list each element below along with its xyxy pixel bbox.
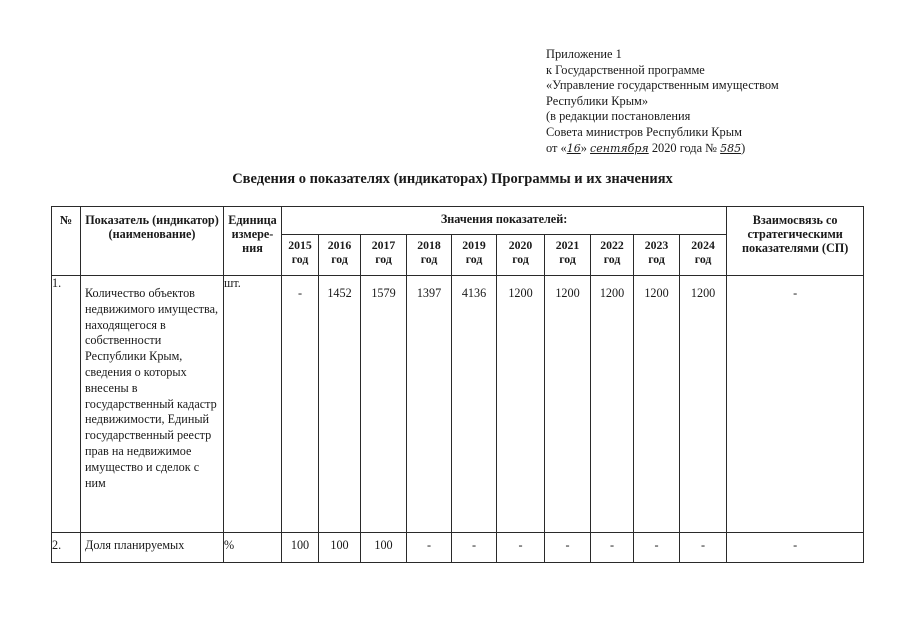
row-value: 1200 [680, 276, 727, 533]
header-values: Значения показателей: [282, 207, 727, 235]
document-title: Сведения о показателях (индикаторах) Программы и их значениях [232, 171, 673, 187]
header-year: 2021 год [545, 235, 591, 276]
appendix-line: к Государственной программе [546, 62, 705, 77]
row-value: 1200 [545, 276, 591, 533]
appendix-line: Совета министров Республики Крым [546, 124, 742, 139]
row-unit: шт. [224, 276, 282, 533]
row-value: 1200 [591, 276, 634, 533]
row-value: - [680, 533, 727, 563]
row-value: - [591, 533, 634, 563]
appendix-line: Приложение 1 [546, 47, 622, 61]
row-value: - [407, 533, 452, 563]
date-day-close: » [580, 140, 591, 155]
header-year: 2018 год [407, 235, 452, 276]
row-strategic-link: - [727, 533, 864, 563]
table-row [52, 276, 864, 533]
table-row [52, 533, 864, 563]
row-strategic-link: - [727, 276, 864, 533]
header-year: 2019 год [452, 235, 497, 276]
row-value: 1200 [634, 276, 680, 533]
header-unit: Единица измере-ния [224, 207, 282, 276]
appendix-block [546, 47, 779, 156]
header-year: 2016 год [319, 235, 361, 276]
header-year: 2024 год [680, 235, 727, 276]
row-indicator: Количество объектов недвижимого имущества, находящегося в собственности Республики Крым, сведения о которых внесены в государственный кадастр недвижимости, Единый государственный реестр прав на недвижимое имущество и сделок с ним [81, 276, 224, 533]
row-indicator: Доля планируемых [81, 533, 224, 563]
header-year: 2015 год [282, 235, 319, 276]
row-value: - [452, 533, 497, 563]
header-number: № [52, 207, 81, 276]
indicators-table [51, 206, 864, 563]
appendix-line: (в редакции постановления [546, 109, 691, 124]
header-indicator: Показатель (индикатор) (наименование) [81, 207, 224, 276]
appendix-line: «Управление государственным имуществом [546, 78, 779, 93]
row-value: - [634, 533, 680, 563]
appendix-line: Республики Крым» [546, 93, 649, 108]
header-year: 2023 год [634, 235, 680, 276]
row-value: 4136 [452, 276, 497, 533]
row-value: 1452 [319, 276, 361, 533]
date-year: 2020 года № [648, 140, 721, 155]
handwritten-month: сентября [590, 141, 649, 155]
row-value: 1200 [497, 276, 545, 533]
header-strategic-link: Взаимосвязь со стратегическими показателями (СП) [727, 207, 864, 276]
date-prefix: от « [546, 140, 567, 155]
row-value: 1579 [361, 276, 407, 533]
date-suffix: ) [741, 140, 746, 155]
row-number: 2. [52, 533, 81, 563]
row-number: 1. [52, 276, 81, 533]
row-value: 100 [282, 533, 319, 563]
handwritten-number: 585 [720, 141, 742, 155]
row-value: 100 [361, 533, 407, 563]
row-value: - [282, 276, 319, 533]
row-value: 1397 [407, 276, 452, 533]
appendix-date-line [546, 141, 779, 157]
handwritten-day: 16 [566, 141, 581, 155]
header-year: 2022 год [591, 235, 634, 276]
header-year: 2017 год [361, 235, 407, 276]
row-value: - [497, 533, 545, 563]
row-unit: % [224, 533, 282, 563]
row-value: - [545, 533, 591, 563]
header-year: 2020 год [497, 235, 545, 276]
row-value: 100 [319, 533, 361, 563]
